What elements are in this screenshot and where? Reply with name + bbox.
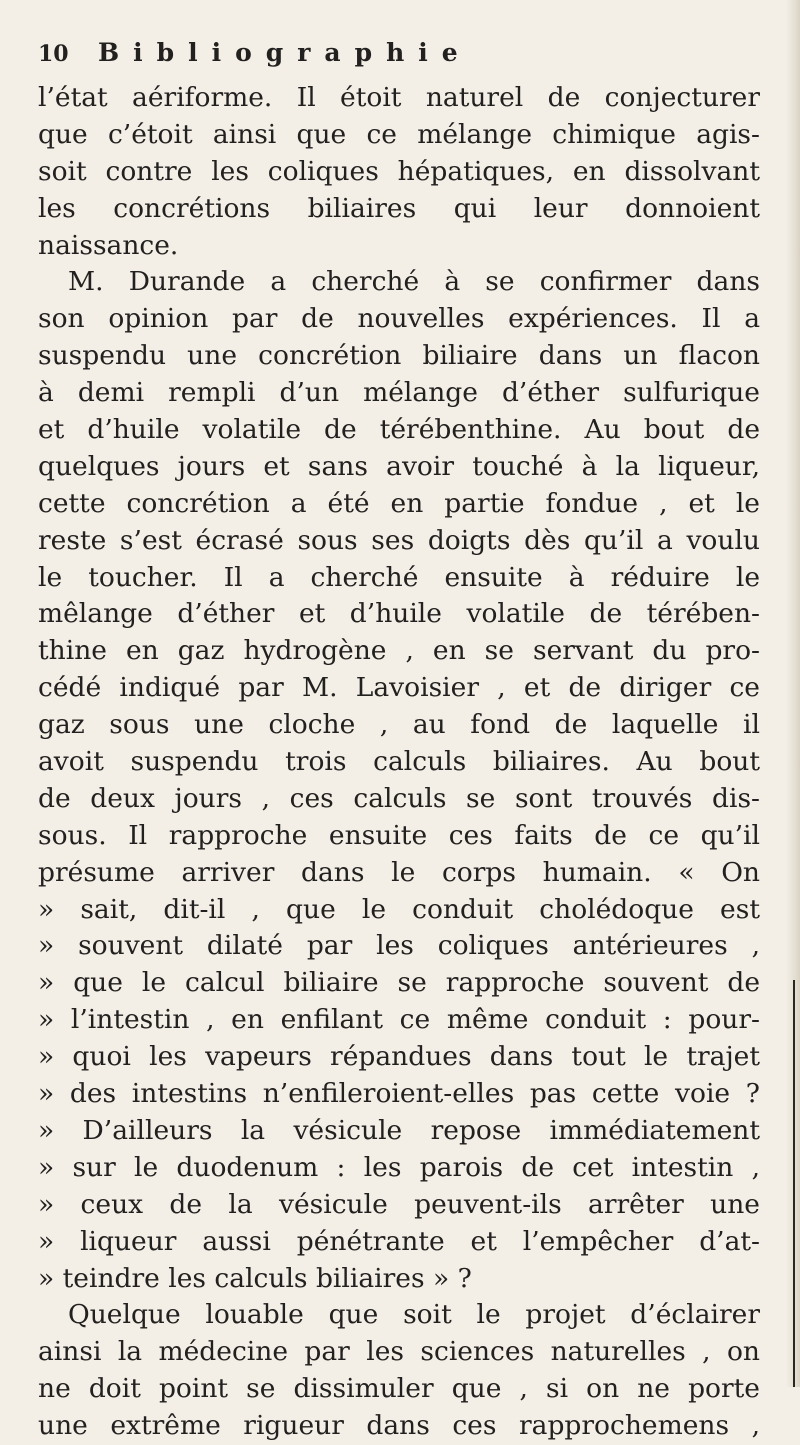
text-line: reste s’est écrasé sous ses doigts dès qu’il a voulu bbox=[38, 524, 760, 556]
text-line: soit contre les coliques hépatiques, en dissolvant bbox=[38, 155, 760, 187]
text-line: que c’étoit ainsi que ce mélange chimique agis- bbox=[38, 118, 760, 150]
text-line: » ceux de la vésicule peuvent-ils arrêter une bbox=[38, 1188, 760, 1220]
text-line: l’état aériforme. Il étoit naturel de conjecturer bbox=[38, 82, 760, 113]
text-line: M. Durande a cherché à se confirmer dans bbox=[68, 266, 760, 298]
text-line: naissance. bbox=[38, 229, 179, 261]
text-line: » quoi les vapeurs répandues dans tout le trajet bbox=[38, 1041, 760, 1073]
text-line: ainsi la médecine par les sciences naturelles , on bbox=[38, 1336, 760, 1368]
text-line: de deux jours , ces calculs se sont trouvés dis- bbox=[38, 782, 760, 814]
text-line: quelques jours et sans avoir touché à la liqueur, bbox=[38, 450, 760, 482]
text-line: cédé indiqué par M. Lavoisier , et de diriger ce bbox=[38, 672, 760, 704]
binding-edge-line bbox=[793, 980, 795, 1387]
text-line: mêlange d’éther et d’huile volatile de térében- bbox=[38, 598, 760, 630]
page-number: 10 bbox=[38, 41, 69, 67]
text-line: sous. Il rapproche ensuite ces faits de ce qu’il bbox=[38, 819, 760, 851]
text-line: » liqueur aussi pénétrante et l’empêcher d’at- bbox=[38, 1225, 760, 1257]
text-line: à demi rempli d’un mélange d’éther sulfurique bbox=[38, 377, 760, 409]
text-line: » souvent dilaté par les coliques antérieures , bbox=[38, 930, 760, 962]
text-line: » sait, dit-il , que le conduit cholédoque est bbox=[38, 893, 760, 925]
text-line: une extrême rigueur dans ces rapprochemens , bbox=[38, 1410, 760, 1442]
text-line: et d’huile volatile de térébenthine. Au bout de bbox=[38, 414, 760, 446]
text-line: » des intestins n’enfileroient-elles pas cette voie ? bbox=[38, 1078, 760, 1110]
page-header bbox=[38, 38, 760, 76]
text-line: » sur le duodenum : les parois de cet intestin , bbox=[38, 1151, 760, 1183]
text-line: cette concrétion a été en partie fondue , et le bbox=[38, 487, 760, 519]
text-line: le toucher. Il a cherché ensuite à réduire le bbox=[38, 561, 760, 593]
text-line: gaz sous une cloche , au fond de laquelle il bbox=[38, 709, 760, 741]
body-text bbox=[38, 80, 760, 1445]
text-line: ne doit point se dissimuler que , si on ne porte bbox=[38, 1373, 760, 1405]
text-line: les concrétions biliaires qui leur donnoient bbox=[38, 192, 760, 224]
text-line: son opinion par de nouvelles expériences. Il a bbox=[38, 303, 760, 335]
text-line: présume arriver dans le corps humain. « On bbox=[38, 856, 760, 888]
text-line: Quelque louable que soit le projet d’éclairer bbox=[68, 1299, 760, 1331]
text-line: » l’intestin , en enfilant ce même conduit : pour- bbox=[38, 1004, 760, 1036]
running-title: Bibliographie bbox=[98, 38, 472, 67]
text-line: suspendu une concrétion biliaire dans un flacon bbox=[38, 340, 760, 372]
text-line: » teindre les calculs biliaires » ? bbox=[38, 1262, 472, 1294]
text-line: » D’ailleurs la vésicule repose immédiatement bbox=[38, 1114, 760, 1146]
text-line: thine en gaz hydrogène , en se servant du pro- bbox=[38, 635, 760, 667]
text-line: avoit suspendu trois calculs biliaires. Au bout bbox=[38, 746, 760, 778]
text-line: » que le calcul biliaire se rapproche souvent de bbox=[38, 967, 760, 999]
